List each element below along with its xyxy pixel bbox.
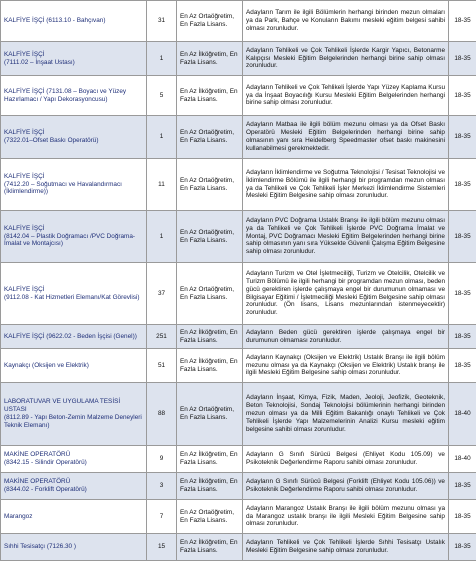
table-row [1,76,476,116]
position-title: KALFİYE İŞÇİ (7131.08 – Boyacı ve Yüzey [4,87,127,95]
count-cell: 7 [147,500,177,534]
requirement-cell: Adayların Tarım ile ilgili Bölümlerin herhangi birinden mezun olmaları ya da Park, Bahçe ve Konuların Bakımı mesleki eğitim belgesi sahibi olması zorunludur. [243,1,449,42]
position-title: KALFİYE İŞÇİ (6113.10 - Bahçıvan) [4,17,106,25]
position-code: (7322.01–Ofset Baskı Operatörü) [4,137,99,144]
position-cell [1,211,147,263]
table-row [1,211,476,263]
position-title: Kaynakçı (Oksijen ve Elektrik) [4,361,89,369]
requirement-cell: Adayların Turizm ve Otel İşletmeciliği, Turizm ve Otelcilik, Otelcilik ve Turizm Bölümü ile ilgili herhangi bir programdan mezun olması, beden gücü gerektiren işlerde çalışmaya engel bir durumunun olmaması ve Bilgisayar Eğitimi / İşletmeciliği Mesleki Eğitim Belgesine sahip olması zorunludur. (Ön lisans, Lisans mezunlarından istenmeyecektir) zorunludur. [243,263,449,325]
education-cell: En Az Ortaöğretim, En Fazla Lisans. [177,211,243,263]
position-cell [1,500,147,534]
requirement-cell: Adayların Tehlikeli ve Çok Tehlikeli İşlerde Kargir Yapıcı, Betonarme Kalıpçısı Mesleki Eğitim Belgelerinden herhangi birine sahip olması zorunludur. [243,42,449,76]
age-cell: 18-35 [449,42,476,76]
position-title: KALFİYE İŞÇİ [4,285,45,293]
education-cell: En Az İlköğretim, En Fazla Lisans. [177,446,243,473]
education-cell: En Az Ortaöğretim, En Fazla Lisans. [177,383,243,446]
age-cell: 18-35 [449,263,476,325]
count-cell: 1 [147,116,177,159]
table-row [1,1,476,42]
requirement-cell: Adayların İklimlendirme ve Soğutma Teknolojisi / Tesisat Teknolojisi ve İklimlendirme Bölümü ile ilgili herhangi bir programdan mezun olması ya da Tehlikeli ve Çok Tehlikeli İşler Merkezi İklimlendirme Sistemleri Mesleki Eğitim Belgesine sahip olması zorunludur. [243,159,449,211]
position-title: KALFİYE İŞÇİ [4,129,45,137]
count-cell: 88 [147,383,177,446]
table-row [1,534,476,561]
position-code: (7412.20 – Soğutmacı ve Havalandırmacı (İklimlendirme)) [4,180,122,196]
age-cell: 18-40 [449,446,476,473]
count-cell: 5 [147,76,177,116]
table-row [1,500,476,534]
count-cell: 251 [147,325,177,349]
age-cell: 18-35 [449,76,476,116]
education-cell: En Az Ortaöğretim, En Fazla Lisans. [177,1,243,42]
table-row [1,349,476,383]
age-cell: 18-35 [449,325,476,349]
position-code: (8344.02 - Forklift Operatörü) [4,486,87,493]
requirement-cell: Adayların Matbaa ile ilgili bölüm mezunu olması ya da Ofset Baskı Operatörü Mesleki Eğitim Belgelerinden herhangi birine sahip olmasının yanı sıra Heidelberg Speedmaster ofset baskı makinesini kullanabilmesi gerekmektedir. [243,116,449,159]
position-cell [1,159,147,211]
age-cell: 18-35 [449,473,476,500]
table-row [1,325,476,349]
position-cell [1,446,147,473]
age-cell: 18-35 [449,1,476,42]
position-title: LABORATUVAR VE UYGULAMA TESİSİ USTASI [4,398,121,414]
count-cell: 15 [147,534,177,561]
requirement-cell: Adayların Marangoz Ustalık Branşı ile ilgili bölüm mezunu olması ya da Marangoz ustalık branşı ile ilgili Mesleki Eğitim Belgesine sahip olması zorunludur. [243,500,449,534]
position-code: (7111.02 – İnşaat Ustası) [4,58,75,66]
education-cell: En Az İlköğretim, En Fazla Lisans. [177,534,243,561]
position-code: (8142.04 – Plastik Doğramacı /PVC Doğrama-İmalat ve Montajcısı) [4,232,136,248]
requirement-cell: Adayların PVC Doğrama Ustalık Branşı ile ilgili bölüm mezunu olması ya da Tehlikeli ve Çok Tehlikeli İşlerde PVC Doğrama İmalat ve Montaj, PVC Doğramacı Mesleki Eğitim Belgelerinden herhangi birine sahip olmasının yanı sıra Yüksekte Güvenli Çalışma Eğitim Belgesine sahip olması zorunludur. [243,211,449,263]
age-cell: 18-35 [449,159,476,211]
position-cell [1,1,147,42]
requirement-cell: Adayların Tehlikeli ve Çok Tehlikeli İşlerde Sıhhi Tesisatçı Ustalık Mesleki Eğitim Belgesine sahip olması zorunludur. [243,534,449,561]
count-cell: 1 [147,211,177,263]
position-cell [1,263,147,325]
table-row [1,159,476,211]
position-cell [1,349,147,383]
position-cell [1,534,147,561]
education-cell: En Az Ortaöğretim, En Fazla Lisans. [177,263,243,325]
education-cell: En Az Ortaöğretim, En Fazla Lisans. [177,159,243,211]
count-cell: 9 [147,446,177,473]
position-title: MAKİNE OPERATÖRÜ [4,478,71,486]
position-cell [1,76,147,116]
position-cell [1,42,147,76]
table-row [1,116,476,159]
age-cell: 18-35 [449,116,476,159]
position-cell [1,383,147,446]
count-cell: 31 [147,1,177,42]
position-title: KALFİYE İŞÇİ [4,172,45,180]
position-cell [1,325,147,349]
requirement-cell: Adayların G Sınıfı Sürücü Belgesi (Forklift (Ehliyet Kodu 105.06)) ve Psikoteknik Değerlendirme Raporu sahibi olması zorunludur. [243,473,449,500]
position-title: KALFİYE İŞÇİ [4,50,45,58]
table-row [1,383,476,446]
table-row [1,263,476,325]
position-title: KALFİYE İŞÇİ [4,224,45,232]
position-code: (9112.08 - Kat Hizmetleri Elemanı/Kat Görevlisi) [4,293,140,301]
requirement-cell: Adayların Kaynakçı (Oksijen ve Elektrik) Ustalık Branşı ile ilgili bölüm mezunu olması ya da Kaynakçı (Oksijen ve Elektrik) Ustalık branşı ile ilgili Mesleki Eğitim Belgesine sahip olması zorunludur. [243,349,449,383]
position-title: MAKİNE OPERATÖRÜ [4,451,71,459]
education-cell: En Az İlköğretim, En Fazla Lisans. [177,349,243,383]
requirement-cell: Adayların İnşaat, Kimya, Fizik, Maden, Jeoloji, Jeofizik, Geoteknik, Beton Teknolojisi, Sondaj Teknolojisi bölümlerinin herhangi birinden mezun olması ya da Milli Eğitim Bakanlığı onaylı Tehlikeli ve Çok Tehlikeli İşlerde Yapı Malzemelerinin Analizi Kursu mesleki eğitim belgesine sahibi olması zorunludur. [243,383,449,446]
count-cell: 37 [147,263,177,325]
count-cell: 1 [147,42,177,76]
age-cell: 18-35 [449,534,476,561]
requirement-cell: Adayların G Sınıfı Sürücü Belgesi (Ehliyet Kodu 105.09) ve Psikoteknik Değerlendirme Raporu sahibi olması zorunludur. [243,446,449,473]
count-cell: 51 [147,349,177,383]
count-cell: 3 [147,473,177,500]
position-title: Marangoz [4,512,33,520]
count-cell: 11 [147,159,177,211]
age-cell: 18-35 [449,349,476,383]
position-title: Sıhhi Tesisatçı (7126.30 ) [4,543,76,551]
age-cell: 18-35 [449,500,476,534]
position-code: (8342.15 - Silindir Operatörü) [4,459,87,466]
education-cell: En Az İlköğretim, En Fazla Lisans. [177,325,243,349]
table-row [1,473,476,500]
age-cell: 18-40 [449,383,476,446]
age-cell: 18-35 [449,211,476,263]
table-row [1,446,476,473]
position-title: KALFİYE İŞÇİ (9622.02 - Beden İşçisi (Genel)) [4,332,137,340]
education-cell: En Az İlköğretim, En Fazla Lisans. [177,42,243,76]
position-cell [1,116,147,159]
position-code: Hazırlamacı / Yapı Dekorasyoncusu) [4,95,108,103]
requirement-cell: Adayların Beden gücü gerektiren işlerde çalışmaya engel bir durumunun olmaması zorunludur. [243,325,449,349]
education-cell: En Az İlköğretim, En Fazla Lisans. [177,473,243,500]
table-row [1,42,476,76]
position-code: (8112.89 - Yapı Beton-Zemin Malzeme Deneyleri Teknik Elemanı) [4,414,142,429]
education-cell: En Az Ortaöğretim, En Fazla Lisans. [177,500,243,534]
education-cell: En Az Ortaöğretim, En Fazla Lisans. [177,116,243,159]
position-cell [1,473,147,500]
requirement-cell: Adayların Tehlikeli ve Çok Tehlikeli İşlerde Yapı Yüzey Kaplama Kursu ya da İnşaat Boyacılığı Kursu Mesleki Eğitim Belgelerinden herhangi birine sahip olması zorunludur. [243,76,449,116]
education-cell: En Az İlköğretim, En Fazla Lisans. [177,76,243,116]
